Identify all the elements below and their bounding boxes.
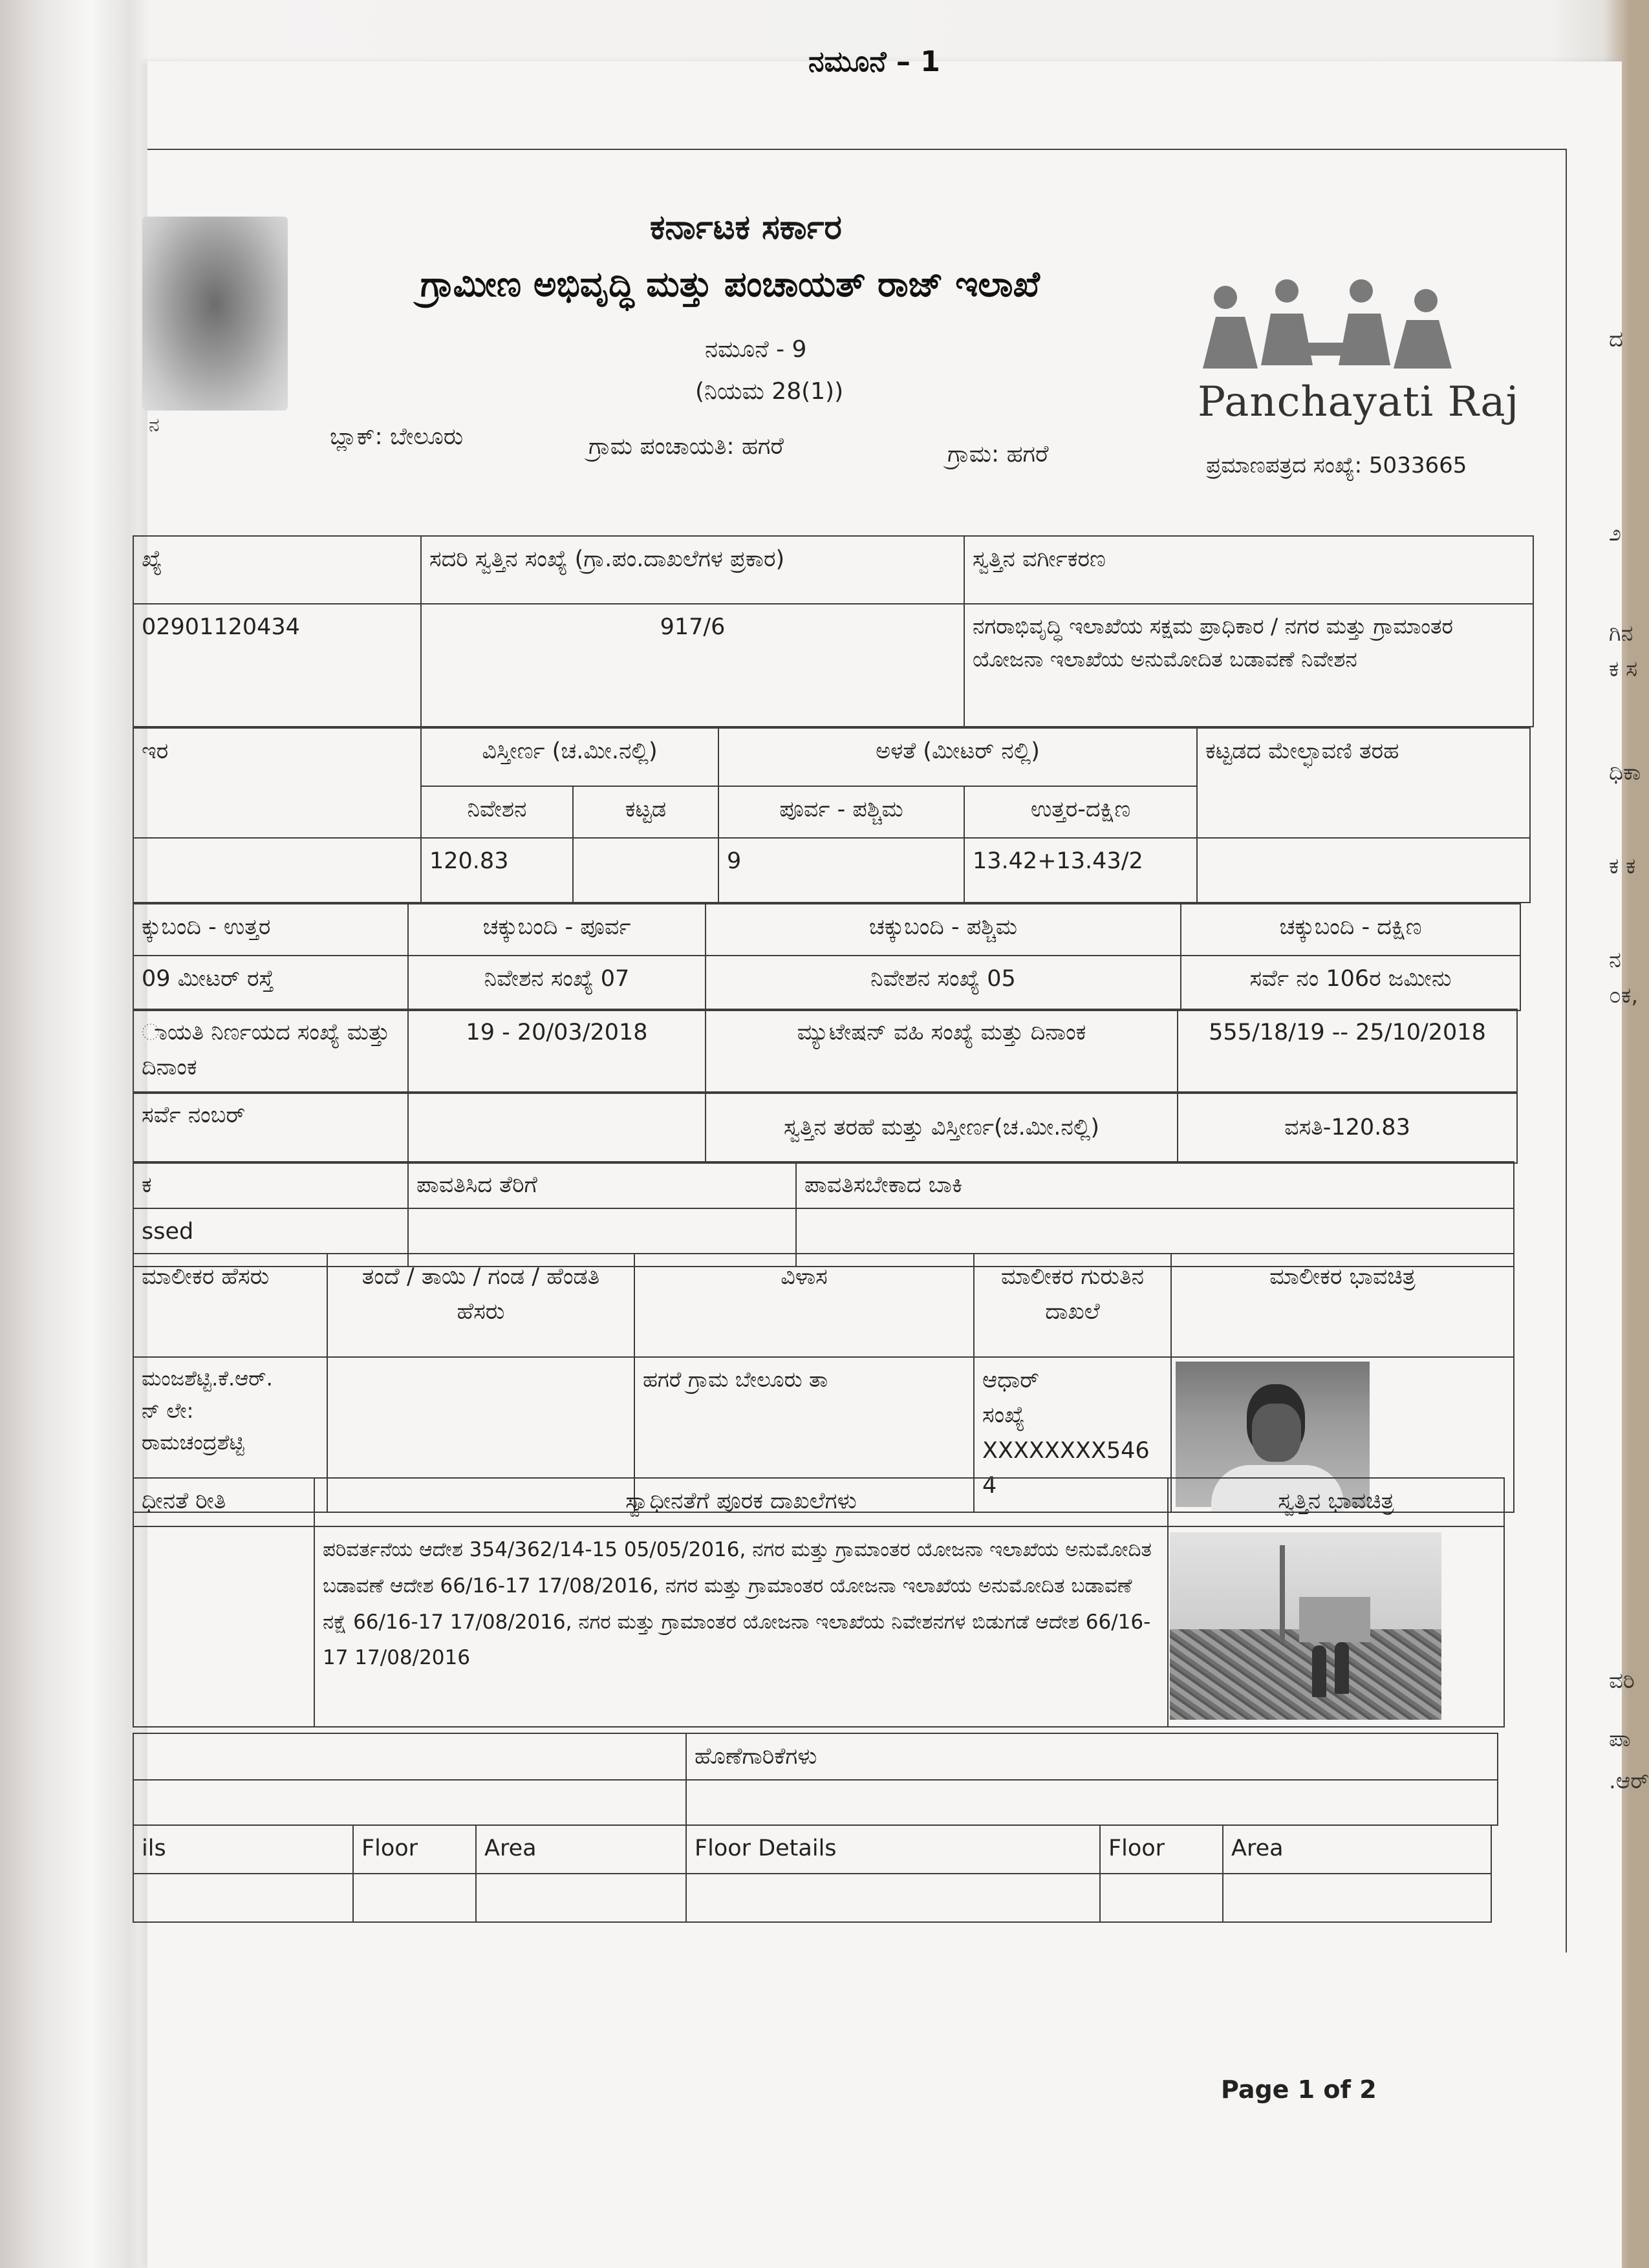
- binding-shadow: [0, 0, 149, 2268]
- tax-row-label: ಕ: [133, 1162, 408, 1208]
- liabilities-left-blank: [133, 1733, 686, 1780]
- property-photo-cell: [1168, 1526, 1504, 1727]
- floor-details-value-right: [686, 1874, 1100, 1922]
- west-boundary-value: ನಿವೇಶನ ಸಂಖ್ಯೆ 05: [706, 956, 1181, 1011]
- property-id-value: 02901120434: [133, 604, 421, 727]
- east-boundary-value: ನಿವೇಶನ ಸಂಖ್ಯೆ 07: [408, 956, 706, 1011]
- tax-table: [133, 1161, 1514, 1267]
- site-extent-value: 120.83: [421, 838, 573, 903]
- property-classification-value: ನಗರಾಭಿವೃದ್ಧಿ ಇಲಾಖೆಯ ಸಕ್ಷಮ ಪ್ರಾಧಿಕಾರ / ನಗರ ಮತ್ತು ಗ್ರಾಮಾಂತರ ಯೋಜನಾ ಇಲಾಖೆಯ ಅನುಮೋದಿತ ಬಡಾವಣೆ ನಿವೇಶನ: [964, 604, 1533, 727]
- owner-photo-label: ಮಾಲೀಕರ ಭಾವಚಿತ್ರ: [1171, 1254, 1514, 1357]
- supporting-docs-label: ಸ್ವಾಧೀನತೆಗೆ ಪೂರಕ ದಾಖಲೆಗಳು: [314, 1478, 1168, 1526]
- east-west-value: 9: [718, 838, 964, 903]
- adjacent-page-strip: [1597, 0, 1649, 2268]
- owner-name-line: ನ್ ಲೇ:: [142, 1398, 194, 1423]
- margin-fragment: ನ: [1609, 947, 1621, 973]
- margin-fragment: ೨: [1609, 520, 1622, 546]
- owner-id-proof-label: ಮಾಲೀಕರ ಗುರುತಿನ ದಾಖಲೆ: [974, 1254, 1171, 1357]
- address-label: ವಿಳಾಸ: [634, 1254, 974, 1357]
- tax-assessed-label: ssed: [133, 1208, 408, 1267]
- margin-fragment: ಕ ಕ: [1609, 853, 1636, 879]
- floor-details-value-left: [133, 1874, 353, 1922]
- area-value-row-label: [133, 838, 421, 903]
- owner-name-label: ಮಾಲೀಕರ ಹೆಸರು: [133, 1254, 327, 1357]
- floor-value-right: [1100, 1874, 1223, 1922]
- margin-fragment: ದ: [1609, 326, 1623, 352]
- liabilities-label: ಹೊಣೆಗಾರಿಕೆಗಳು: [686, 1733, 1498, 1780]
- north-boundary-value: 09 ಮೀಟರ್ ರಸ್ತೆ: [133, 956, 408, 1011]
- panchayati-raj-logo-text: Panchayati Raj: [1198, 378, 1520, 426]
- dimension-label: ಅಳತೆ (ಮೀಟರ್ ನಲ್ಲಿ): [718, 728, 1197, 786]
- acquisition-method-label: ಧೀನತೆ ರೀತಿ: [133, 1478, 314, 1526]
- resolution-value: 19 - 20/03/2018: [408, 1009, 706, 1093]
- form-number: ನಮೂನೆ - 9: [705, 336, 807, 363]
- boundaries-table: [133, 903, 1521, 1011]
- tax-balance-label: ಪಾವತಿಸಬೇಕಾದ ಬಾಕಿ: [796, 1162, 1514, 1208]
- west-boundary-label: ಚಕ್ಕುಬಂದಿ - ಪಶ್ಚಿಮ: [706, 904, 1181, 956]
- site-extent-label: ನಿವೇಶನ: [421, 786, 573, 838]
- property-type-label: ಸ್ವತ್ತಿನ ತರಹೆ ಮತ್ತು ವಿಸ್ತೀರ್ಣ(ಚ.ಮೀ.ನಲ್ಲಿ): [706, 1092, 1178, 1163]
- id-proof-number: XXXXXXXX546 4: [982, 1437, 1150, 1499]
- department-title: ಗ್ರಾಮೀಣ ಅಭಿವೃದ್ಧಿ ಮತ್ತು ಪಂಚಾಯತ್ ರಾಜ್ ಇಲಾಖೆ: [420, 264, 1040, 305]
- north-south-value: 13.42+13.43/2: [964, 838, 1197, 903]
- top-form-label: ನಮೂನೆ – 1: [808, 45, 940, 78]
- property-number-table: [133, 535, 1534, 727]
- liabilities-value: [686, 1780, 1498, 1825]
- certificate-number: ಪ್ರಮಾಣಪತ್ರದ ಸಂಖ್ಯೆ: 5033665: [1206, 453, 1467, 478]
- roof-type-label: ಕಟ್ಟಡದ ಮೇಲ್ಛಾವಣಿ ತರಹ: [1197, 728, 1530, 838]
- margin-fragment: ಗಿನ: [1609, 621, 1633, 647]
- id-proof-number-label: ಸಂಖ್ಯೆ: [982, 1402, 1025, 1429]
- village-name: ಗ್ರಾಮ: ಹಗರೆ: [947, 441, 1049, 467]
- area-dimension-table: [133, 727, 1531, 903]
- margin-fragment: ವರಿ: [1609, 1668, 1635, 1694]
- property-number-label: ಸದರಿ ಸ್ವತ್ತಿನ ಸಂಖ್ಯೆ (ಗ್ರಾ.ಪಂ.ದಾಖಲೆಗಳ ಪ್ರಕಾರ): [421, 536, 964, 604]
- resolution-table: [133, 1009, 1518, 1094]
- margin-fragment: .ಆರ್: [1609, 1768, 1649, 1794]
- owner-table: [133, 1253, 1514, 1513]
- gram-panchayat-name: ಗ್ರಾಮ ಪಂಚಾಯತಿ: ಹಗರೆ: [588, 433, 784, 460]
- margin-fragment: ಕ ಸ: [1609, 656, 1638, 682]
- east-west-label: ಪೂರ್ವ - ಪಶ್ಚಿಮ: [718, 786, 964, 838]
- page-number: Page 1 of 2: [1221, 2075, 1377, 2104]
- north-south-label: ಉತ್ತರ-ದಕ್ಷಿಣ: [964, 786, 1197, 838]
- supporting-docs-value: ಪರಿವರ್ತನೆಯ ಆದೇಶ 354/362/14-15 05/05/2016, ನಗರ ಮತ್ತು ಗ್ರಾಮಾಂತರ ಯೋಜನಾ ಇಲಾಖೆಯ ಅನುಮೋದಿತ ಬಡಾವಣೆ ಆದೇಶ 66/16-17 17/08/2016, ನಗರ ಮತ್ತು ಗ್ರಾಮಾಂತರ ಯೋಜನಾ ಇಲಾಖೆಯ ಅನುಮೋದಿತ ಬಡಾವಣೆ ನಕ್ಷೆ 66/16-17 17/08/2016, ನಗರ ಮತ್ತು ಗ್ರಾಮಾಂತರ ಯೋಜನಾ ಇಲಾಖೆಯ ನಿವೇಶನಗಳ ಬಿಡುಗಡೆ ಆದೇಶ 66/16-17 17/08/2016: [314, 1526, 1168, 1727]
- resolution-label: ಾಯತಿ ನಿರ್ಣಯದ ಸಂಖ್ಯೆ ಮತ್ತು ದಿನಾಂಕ: [133, 1009, 408, 1093]
- floor-details-label-right: Floor Details: [686, 1825, 1100, 1874]
- south-boundary-value: ಸರ್ವೆ ನಂ 106ರ ಜಮೀನು: [1181, 956, 1520, 1011]
- liabilities-table: [133, 1733, 1498, 1826]
- building-extent-value: [573, 838, 718, 903]
- floor-label-right: Floor: [1100, 1825, 1223, 1874]
- acquisition-table: [133, 1477, 1505, 1728]
- area-label-right: Area: [1223, 1825, 1491, 1874]
- property-id-label: ಖ್ಯೆ: [133, 536, 421, 604]
- rule-reference: (ನಿಯಮ 28(1)): [695, 378, 844, 405]
- south-boundary-label: ಚಕ್ಕುಬಂದಿ - ದಕ್ಷಿಣ: [1181, 904, 1520, 956]
- floor-value-left: [353, 1874, 476, 1922]
- property-photo: [1170, 1532, 1441, 1720]
- extent-label: ವಿಸ್ತೀರ್ಣ (ಚ.ಮೀ.ನಲ್ಲಿ): [421, 728, 718, 786]
- margin-fragment: ೦ಕ,: [1609, 983, 1639, 1009]
- liabilities-left-value: [133, 1780, 686, 1825]
- area-value-left: [476, 1874, 686, 1922]
- building-extent-label: ಕಟ್ಟಡ: [573, 786, 718, 838]
- area-label-left: Area: [476, 1825, 686, 1874]
- north-boundary-label: ಕ್ಕುಬಂದಿ - ಉತ್ತರ: [133, 904, 408, 956]
- property-type-value: ವಸತಿ-120.83: [1178, 1092, 1517, 1163]
- tax-paid-label: ಪಾವತಿಸಿದ ತೆರಿಗೆ: [408, 1162, 796, 1208]
- floor-details-label-left: ils: [133, 1825, 353, 1874]
- block-name: ಬ್ಲಾಕ್: ಬೇಲೂರು: [330, 423, 464, 450]
- floor-label-left: Floor: [353, 1825, 476, 1874]
- acquisition-method-value: [133, 1526, 314, 1727]
- owner-name-line: ಮಂಜಶೆಟ್ಟಿ.ಕೆ.ಆರ್.: [142, 1366, 273, 1391]
- east-boundary-label: ಚಕ್ಕುಬಂದಿ - ಪೂರ್ವ: [408, 904, 706, 956]
- survey-number-label: ಸರ್ವೆ ನಂಬರ್: [133, 1092, 408, 1163]
- survey-table: [133, 1091, 1518, 1164]
- property-number-value: 917/6: [421, 604, 964, 727]
- area-value-right: [1223, 1874, 1491, 1922]
- property-photo-label: ಸ್ವತ್ತಿನ ಭಾವಚಿತ್ರ: [1168, 1478, 1504, 1526]
- area-row-label: ಇರ: [133, 728, 421, 838]
- margin-fragment: ಧಿಕಾ: [1609, 760, 1641, 786]
- owner-name-line: ರಾಮಚಂದ್ರಶೆಟ್ಟಿ: [142, 1430, 244, 1455]
- survey-number-value: [408, 1092, 706, 1163]
- karnataka-emblem-icon: [142, 217, 288, 411]
- address-value: ಹಗರೆ ಗ್ರಾಮ ಬೇಲೂರು ತಾ: [634, 1357, 974, 1512]
- mutation-label: ಮ್ಯುಟೇಷನ್ ವಹಿ ಸಂಖ್ಯೆ ಮತ್ತು ದಿನಾಂಕ: [706, 1009, 1178, 1093]
- govt-title: ಕರ್ನಾಟಕ ಸರ್ಕಾರ: [650, 208, 842, 247]
- roof-type-value: [1197, 838, 1530, 903]
- emblem-caption: ನ: [149, 414, 160, 436]
- floor-details-table: [133, 1824, 1492, 1923]
- margin-fragment: ಪಾ: [1609, 1726, 1631, 1752]
- mutation-value: 555/18/19 -- 25/10/2018: [1178, 1009, 1517, 1093]
- parent-spouse-label: ತಂದೆ / ತಾಯಿ / ಗಂಡ / ಹೆಂಡತಿ ಹೆಸರು: [327, 1254, 634, 1357]
- property-classification-label: ಸ್ವತ್ತಿನ ವರ್ಗೀಕರಣ: [964, 536, 1533, 604]
- id-proof-type: ಆಧಾರ್: [982, 1367, 1039, 1393]
